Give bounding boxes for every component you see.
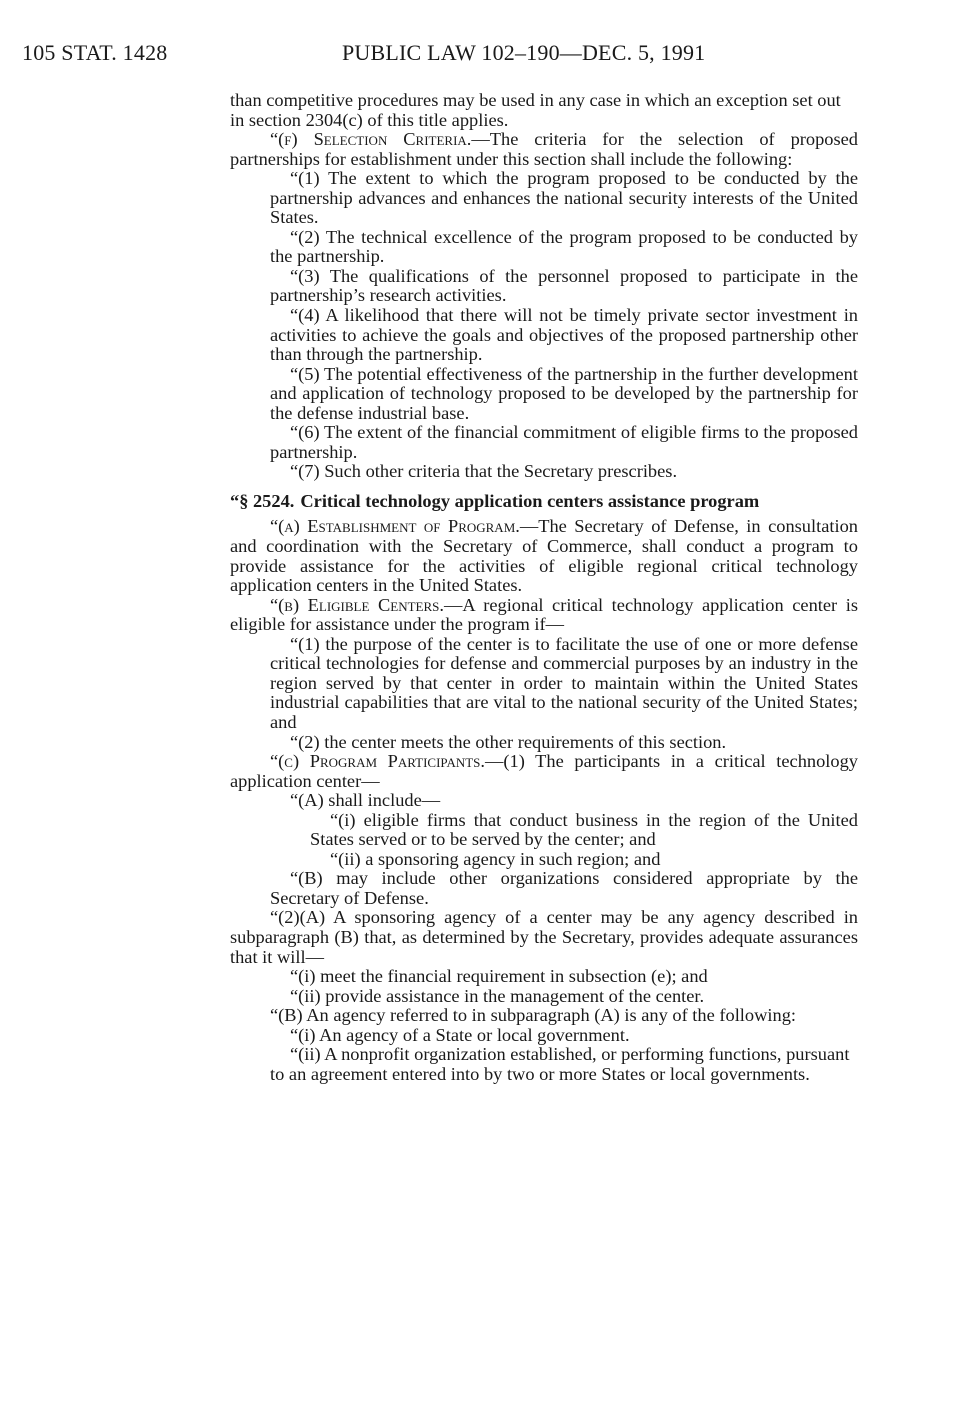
clause-cii: “(ii) a sponsoring agency in such region; and bbox=[330, 848, 661, 869]
clause-c2Bii: “(ii) A nonprofit organization established, or performing functions, pursuant to an agreement entered into by two or more States or local governments. bbox=[270, 1044, 850, 1084]
subsection-b-heading: “(b) Eligible Centers. bbox=[270, 594, 444, 615]
subsection-c-heading: “(c) Program Participants. bbox=[270, 751, 486, 772]
subparagraph-cB: “(B) may include other organizations considered appropriate by the Secretary of Defense. bbox=[270, 868, 858, 908]
subsection-c-text: —(1) The participants in a critical technology application center— bbox=[230, 751, 858, 791]
paragraph-f4: “(4) A likelihood that there will not be timely private sector investment in activities to achieve the goals and objectives of the proposed partnership other than through the partnership. bbox=[270, 305, 858, 365]
body-text bbox=[230, 91, 858, 1084]
paragraph-f1: “(1) The extent to which the program proposed to be conducted by the partnership advances and enhances the national security interests of the United States. bbox=[270, 168, 858, 228]
paragraph-f3: “(3) The qualifications of the personnel proposed to participate in the partnership’s research activities. bbox=[270, 265, 858, 306]
law-title: PUBLIC LAW 102–190—DEC. 5, 1991 bbox=[342, 40, 706, 65]
subsection-a-text: —The Secretary of Defense, in consultation and coordination with the Secretary of Commerce, shall conduct a program to provide assistance for the activities of eligible regional critical technology application centers in the United States. bbox=[230, 516, 858, 596]
subparagraph-cA: “(A) shall include— bbox=[290, 790, 441, 811]
section-title: Critical technology application centers assistance program bbox=[300, 490, 760, 511]
paragraph-f7: “(7) Such other criteria that the Secretary prescribes. bbox=[290, 461, 678, 482]
subsection-b-text: —A regional critical technology application center is eligible for assistance under the program if— bbox=[230, 594, 858, 635]
paragraph-f6: “(6) The extent of the financial commitment of eligible firms to the proposed partnership. bbox=[270, 422, 858, 462]
section-heading bbox=[230, 492, 858, 512]
clause-c2Bi: “(i) An agency of a State or local government. bbox=[290, 1024, 630, 1045]
paragraph-b2: “(2) the center meets the other requirements of this section. bbox=[290, 731, 727, 752]
subsection-f bbox=[230, 130, 858, 169]
subsection-b bbox=[230, 596, 858, 635]
clause-c2Ai: “(i) meet the financial requirement in subsection (e); and bbox=[290, 966, 708, 987]
section-number: “§ 2524. bbox=[230, 490, 295, 511]
subsection-a bbox=[230, 517, 858, 595]
paragraph-c2A: “(2)(A) A sponsoring agency of a center may be any agency described in subparagraph (B) that, as determined by the Secretary, provides adequate assurances that it will— bbox=[230, 907, 858, 967]
clause-c2Aii: “(ii) provide assistance in the management of the center. bbox=[290, 985, 705, 1006]
paragraph-f2: “(2) The technical excellence of the program proposed to be conducted by the partnership. bbox=[270, 226, 858, 267]
paragraph-continuation: than competitive procedures may be used in any case in which an exception set out in section 2304(c) of this title applies. bbox=[230, 90, 841, 130]
subsection-a-heading: “(a) Establishment of Program. bbox=[270, 516, 520, 537]
subparagraph-c2B: “(B) An agency referred to in subparagraph (A) is any of the following: bbox=[270, 1005, 797, 1026]
subsection-f-text: —The criteria for the selection of proposed partnerships for establishment under this section shall include the following: bbox=[230, 129, 858, 169]
paragraph-f5: “(5) The potential effectiveness of the partnership in the further development and application of technology proposed to be developed by the partnership for the defense industrial base. bbox=[270, 363, 858, 423]
paragraph-b1: “(1) the purpose of the center is to facilitate the use of one or more defense critical technologies for defense and commercial purposes by an industry in the region served by that center in order to maintain within the United States industrial capabilities that are vital to the national security of the United States; and bbox=[270, 633, 858, 732]
subsection-c bbox=[230, 752, 858, 791]
subsection-f-heading: “(f) Selection Criteria. bbox=[270, 129, 472, 150]
page-citation: 105 STAT. 1428 bbox=[22, 40, 168, 65]
clause-ci: “(i) eligible firms that conduct business in the region of the United States served or to be served by the center; and bbox=[310, 809, 858, 850]
